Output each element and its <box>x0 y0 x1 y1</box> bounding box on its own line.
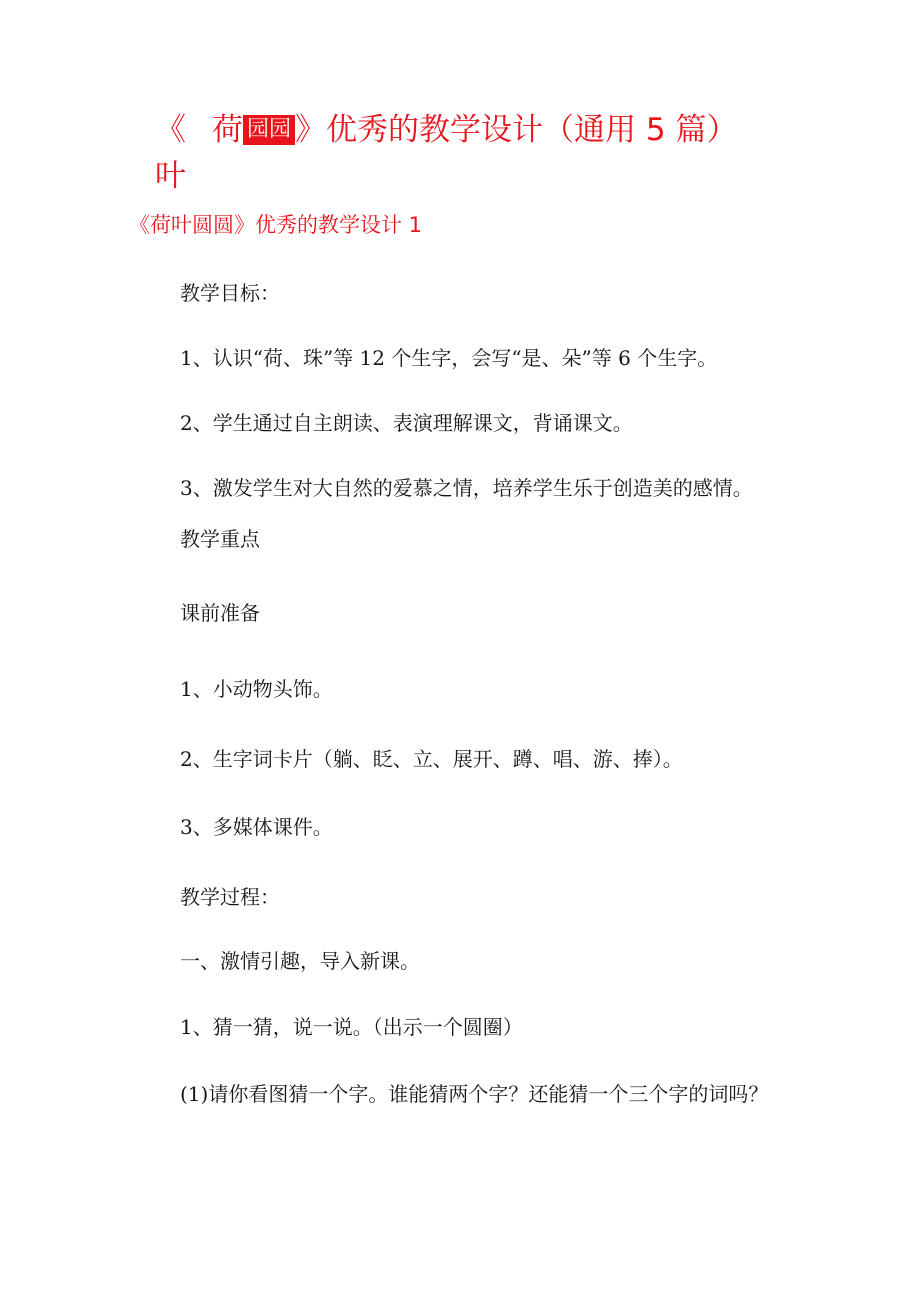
paragraph-teaching-goals: 教学目标： <box>180 281 280 305</box>
paragraph-prep-1: 1、小动物头饰。 <box>180 677 333 701</box>
paragraph-goal-3: 3、激发学生对大自然的爱慕之情，培养学生乐于创造美的感情。 <box>180 476 753 500</box>
paragraph-process: 教学过程： <box>180 885 280 909</box>
title-rest: 》优秀的教学设计（通用 5 篇） <box>295 112 738 148</box>
title-highlighted-text: 园园 <box>243 115 295 145</box>
title-wrapped-char: 叶 <box>155 158 186 194</box>
paragraph-prep-3: 3、多媒体课件。 <box>180 815 333 839</box>
paragraph-step-1: 一、激情引趣，导入新课。 <box>180 949 420 973</box>
paragraph-goal-2: 2、学生通过自主朗读、表演理解课文，背诵课文。 <box>180 411 633 435</box>
paragraph-prep-2: 2、生字词卡片（躺、眨、立、展开、蹲、唱、游、捧）。 <box>180 747 683 771</box>
paragraph-step-1-1-1: (1)请你看图猜一个字。谁能猜两个字？还能猜一个三个字的词吗？ <box>180 1082 769 1106</box>
title-open-bracket: 《 <box>155 112 186 148</box>
document-title <box>155 107 795 194</box>
paragraph-preparation: 课前准备 <box>180 601 260 625</box>
paragraph-step-1-1: 1、猜一猜，说一说。（出示一个圆圈） <box>180 1015 523 1039</box>
paragraph-goal-1: 1、认识“荷、珠”等 12 个生字，会写“是、朵”等 6 个生字。 <box>180 346 718 370</box>
section-heading: 《荷叶圆圆》优秀的教学设计 1 <box>129 213 423 237</box>
title-he: 荷 <box>212 112 243 148</box>
paragraph-key-points: 教学重点 <box>180 527 260 551</box>
